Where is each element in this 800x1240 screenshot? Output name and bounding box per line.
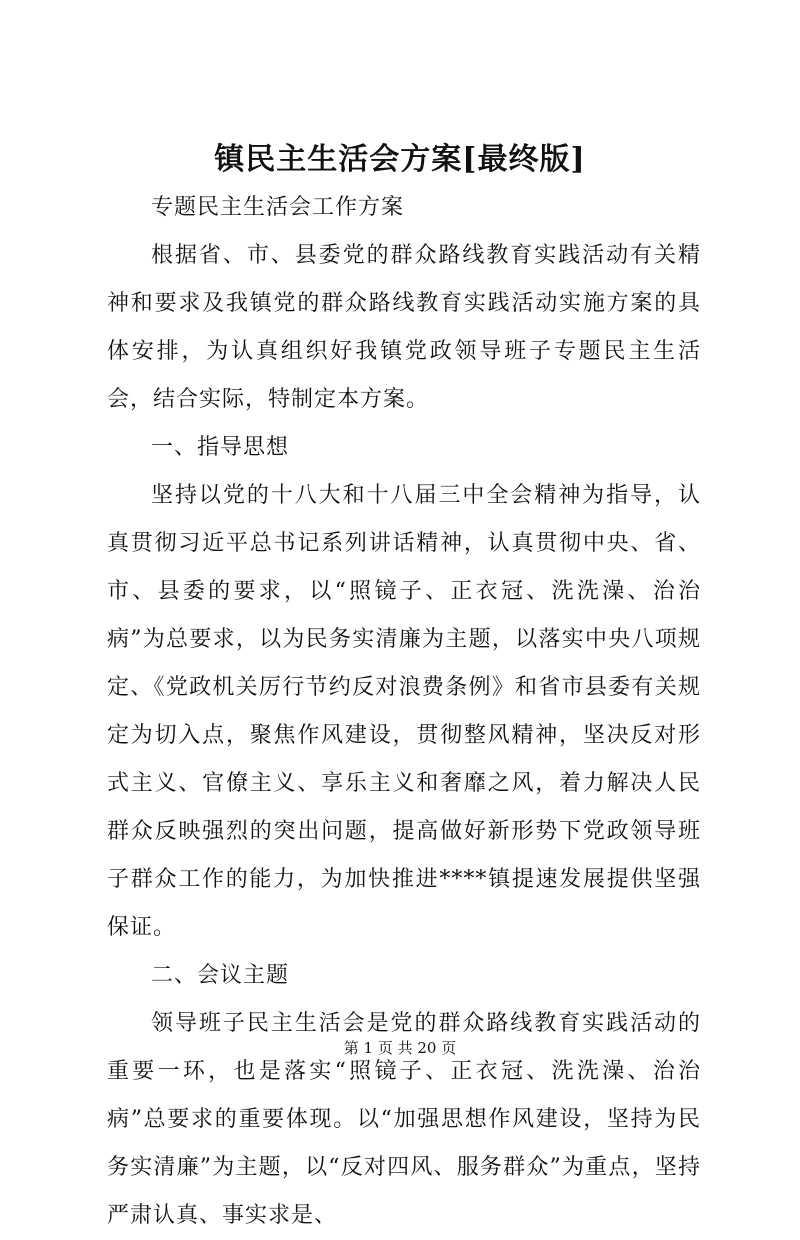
document-title: 镇民主生活会方案[最终版] xyxy=(214,142,586,177)
page-number-footer: 第 1 页 共 20 页 xyxy=(343,1039,457,1057)
paragraph-guiding-thought: 坚持以党的十八大和十八届三中全会精神为指导，认真贯彻习近平总书记系列讲话精神，认真贯彻中央、省、市、县委的要求，以“照镜子、正衣冠、洗洗澡、治治病”为总要求，以为民务实清廉为主题，以落实中央八项规定、《党政机关厉行节约反对浪费条例》和省市县委有关规定为切入点，聚焦作风建设，贯彻整风精神，坚决反对形式主义、官僚主义、享乐主义和奢靡之风，着力解决人民群众反映强烈的突出问题，提高做好新形势下党政领导班子群众工作的能力，为加快推进****镇提速发展提供坚强保证。 xyxy=(107,483,701,940)
section-heading-meeting-theme: 二、会议主题 xyxy=(151,963,290,988)
section-heading-guiding-thought: 一、指导思想 xyxy=(151,435,290,460)
document-body xyxy=(107,184,701,1240)
paragraph-intro: 根据省、市、县委党的群众路线教育实践活动有关精神和要求及我镇党的群众路线教育实践活动实施方案的具体安排，为认真组织好我镇党政领导班子专题民主生活会，结合实际，特制定本方案。 xyxy=(107,243,701,412)
paragraph-subtitle: 专题民主生活会工作方案 xyxy=(151,195,405,220)
paragraph-meeting-theme: 领导班子民主生活会是党的群众路线教育实践活动的重要一环，也是落实“照镜子、正衣冠、洗洗澡、治治病”总要求的重要体现。以“加强思想作风建设，坚持为民务实清廉”为主题，以“反对四风、服务群众”为重点，坚持严肃认真、事实求是、 xyxy=(107,1011,701,1228)
